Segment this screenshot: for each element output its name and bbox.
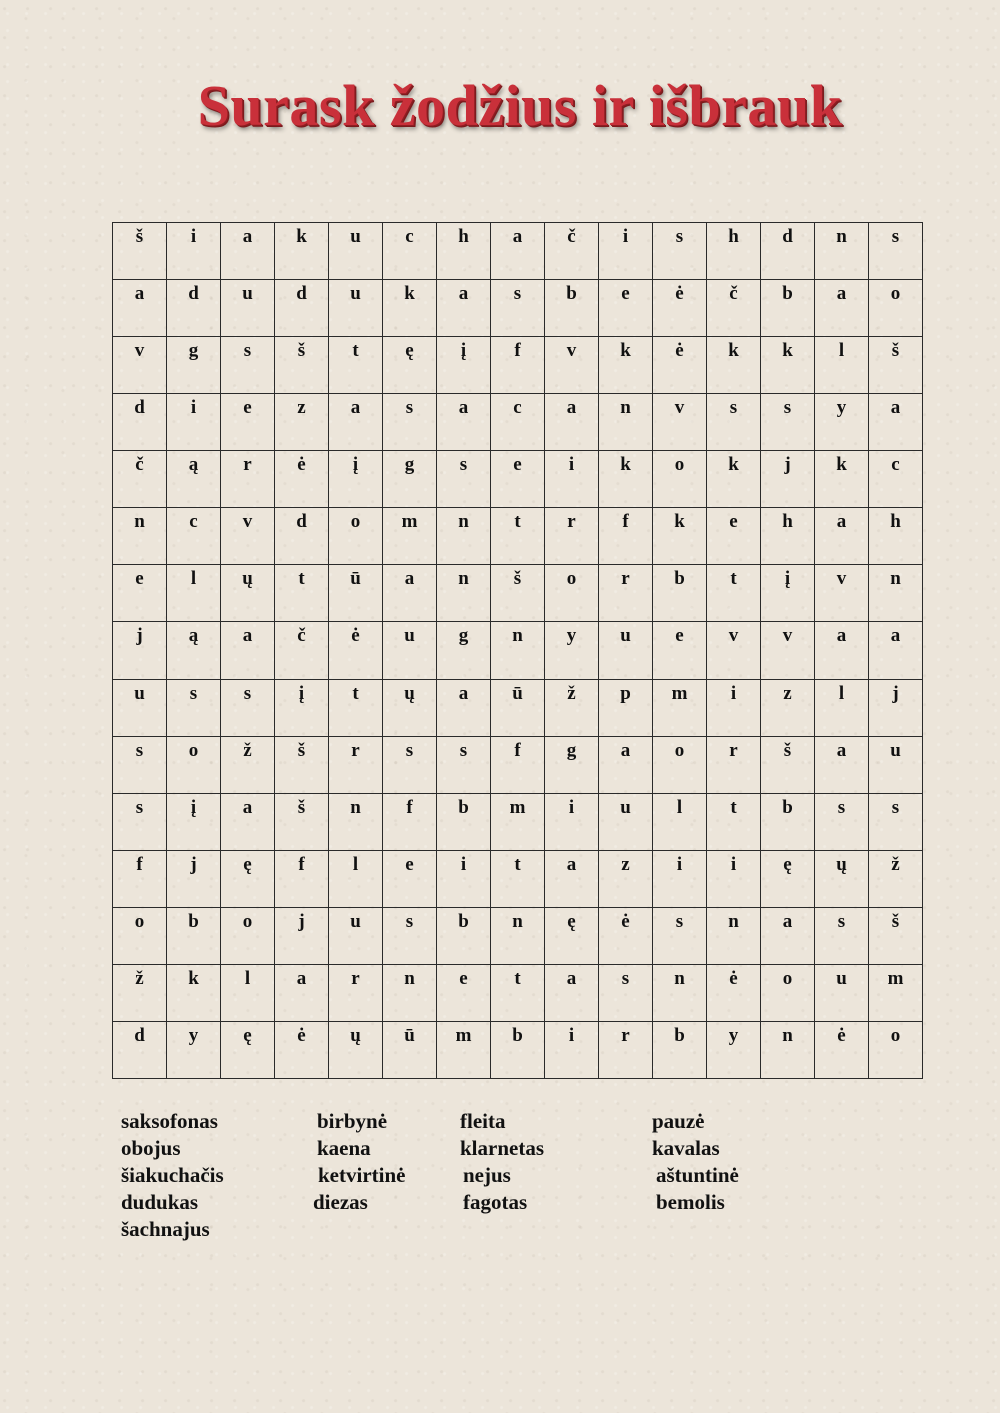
word-item: bemolis <box>656 1190 725 1214</box>
grid-cell[interactable]: k <box>815 451 869 508</box>
grid-cell[interactable]: a <box>815 622 869 679</box>
grid-row <box>113 736 923 793</box>
word-item: šachnajus <box>121 1217 210 1241</box>
grid-cell[interactable]: h <box>761 508 815 565</box>
grid-cell[interactable]: t <box>275 565 329 622</box>
grid-cell[interactable]: ž <box>869 850 923 907</box>
grid-row <box>113 1021 923 1078</box>
word-item: fagotas <box>463 1190 528 1214</box>
grid-cell[interactable]: i <box>437 850 491 907</box>
grid-cell[interactable]: s <box>383 736 437 793</box>
grid-cell[interactable]: a <box>437 679 491 736</box>
grid-cell[interactable]: f <box>599 508 653 565</box>
grid-cell[interactable]: a <box>869 394 923 451</box>
grid-cell[interactable]: u <box>329 907 383 964</box>
word-item: diezas <box>313 1190 368 1214</box>
grid-cell[interactable]: s <box>653 223 707 280</box>
grid-cell[interactable]: m <box>653 679 707 736</box>
grid-cell[interactable]: k <box>275 223 329 280</box>
grid-cell[interactable]: r <box>545 508 599 565</box>
grid-cell[interactable]: h <box>869 508 923 565</box>
grid-cell[interactable]: d <box>761 223 815 280</box>
grid-cell[interactable]: b <box>545 280 599 337</box>
grid-cell[interactable]: n <box>329 793 383 850</box>
grid-cell[interactable]: a <box>545 394 599 451</box>
grid-cell[interactable]: t <box>707 793 761 850</box>
grid-cell[interactable]: i <box>599 223 653 280</box>
grid-cell[interactable]: t <box>707 565 761 622</box>
grid-cell[interactable]: o <box>113 907 167 964</box>
grid-cell[interactable]: į <box>275 679 329 736</box>
grid-cell[interactable]: c <box>869 451 923 508</box>
word-item: pauzė <box>652 1109 705 1133</box>
grid-cell[interactable]: s <box>815 907 869 964</box>
grid-cell[interactable]: o <box>869 1021 923 1078</box>
word-item: dudukas <box>121 1190 199 1214</box>
grid-cell[interactable]: y <box>707 1021 761 1078</box>
grid-cell[interactable]: t <box>329 337 383 394</box>
grid-cell[interactable]: v <box>761 622 815 679</box>
grid-cell[interactable]: ž <box>545 679 599 736</box>
grid-cell[interactable]: ž <box>221 736 275 793</box>
grid-cell[interactable]: t <box>491 964 545 1021</box>
grid-cell[interactable]: ų <box>221 565 275 622</box>
grid-cell[interactable]: k <box>761 337 815 394</box>
grid-cell[interactable]: f <box>491 736 545 793</box>
grid-cell[interactable]: k <box>599 337 653 394</box>
grid-cell[interactable]: š <box>491 565 545 622</box>
grid-cell[interactable]: b <box>167 907 221 964</box>
grid-cell[interactable]: l <box>815 679 869 736</box>
grid-cell[interactable]: j <box>869 679 923 736</box>
grid-cell[interactable]: a <box>221 793 275 850</box>
grid-cell[interactable]: s <box>383 907 437 964</box>
word-column <box>121 1108 321 1243</box>
grid-cell[interactable]: a <box>221 622 275 679</box>
grid-cell[interactable]: s <box>167 679 221 736</box>
grid-cell[interactable]: a <box>491 223 545 280</box>
grid-cell[interactable]: m <box>437 1021 491 1078</box>
grid-cell[interactable]: r <box>599 565 653 622</box>
grid-cell[interactable]: u <box>599 622 653 679</box>
word-item: klarnetas <box>460 1136 544 1160</box>
grid-cell[interactable]: z <box>761 679 815 736</box>
grid-cell[interactable]: e <box>437 964 491 1021</box>
grid-cell[interactable]: š <box>275 337 329 394</box>
grid-cell[interactable]: u <box>221 280 275 337</box>
grid-cell[interactable]: s <box>869 223 923 280</box>
grid-cell[interactable]: g <box>167 337 221 394</box>
grid-cell[interactable]: s <box>869 793 923 850</box>
grid-cell[interactable]: f <box>383 793 437 850</box>
grid-cell[interactable]: n <box>383 964 437 1021</box>
grid-cell[interactable]: n <box>491 907 545 964</box>
page-title: Surask žodžius ir išbrauk <box>197 73 843 138</box>
grid-cell[interactable]: k <box>707 451 761 508</box>
grid-row <box>113 451 923 508</box>
grid-cell[interactable]: v <box>113 337 167 394</box>
grid-cell[interactable]: d <box>167 280 221 337</box>
grid-cell[interactable]: š <box>869 337 923 394</box>
grid-cell[interactable]: j <box>167 850 221 907</box>
grid-cell[interactable]: b <box>491 1021 545 1078</box>
grid-cell[interactable]: a <box>815 508 869 565</box>
grid-cell[interactable]: o <box>761 964 815 1021</box>
grid-cell[interactable]: a <box>329 394 383 451</box>
word-item: obojus <box>121 1136 181 1160</box>
grid-cell[interactable]: b <box>761 280 815 337</box>
grid-cell[interactable]: n <box>761 1021 815 1078</box>
grid-cell[interactable]: a <box>545 850 599 907</box>
grid-cell[interactable]: j <box>761 451 815 508</box>
grid-cell[interactable]: n <box>491 622 545 679</box>
grid-cell[interactable]: s <box>707 394 761 451</box>
grid-cell[interactable]: ę <box>545 907 599 964</box>
grid-cell[interactable]: š <box>275 736 329 793</box>
grid-cell[interactable]: ū <box>491 679 545 736</box>
grid-cell[interactable]: š <box>275 793 329 850</box>
grid-cell[interactable]: a <box>221 223 275 280</box>
grid-row <box>113 622 923 679</box>
grid-cell[interactable]: č <box>707 280 761 337</box>
grid-cell[interactable]: s <box>653 907 707 964</box>
grid-cell[interactable]: l <box>653 793 707 850</box>
grid-cell[interactable]: a <box>437 394 491 451</box>
grid-cell[interactable]: ė <box>653 337 707 394</box>
grid-cell[interactable]: š <box>761 736 815 793</box>
grid-cell[interactable]: v <box>707 622 761 679</box>
grid-cell[interactable]: p <box>599 679 653 736</box>
grid-row <box>113 964 923 1021</box>
grid-cell[interactable]: n <box>707 907 761 964</box>
grid-cell[interactable]: o <box>869 280 923 337</box>
grid-cell[interactable]: i <box>707 850 761 907</box>
grid-cell[interactable]: n <box>437 565 491 622</box>
grid-row <box>113 337 923 394</box>
grid-cell[interactable]: t <box>329 679 383 736</box>
grid-cell[interactable]: c <box>383 223 437 280</box>
grid-cell[interactable]: m <box>869 964 923 1021</box>
grid-row <box>113 793 923 850</box>
grid-cell[interactable]: ę <box>761 850 815 907</box>
word-item: ketvirtinė <box>318 1163 406 1187</box>
grid-cell[interactable]: a <box>383 565 437 622</box>
grid-cell[interactable]: k <box>599 451 653 508</box>
grid-cell[interactable]: s <box>491 280 545 337</box>
grid-cell[interactable]: h <box>437 223 491 280</box>
grid-cell[interactable]: c <box>491 394 545 451</box>
grid-cell[interactable]: č <box>113 451 167 508</box>
grid-cell[interactable]: ė <box>707 964 761 1021</box>
grid-cell[interactable]: š <box>113 223 167 280</box>
grid-cell[interactable]: l <box>167 565 221 622</box>
grid-cell[interactable]: c <box>167 508 221 565</box>
grid-row <box>113 679 923 736</box>
grid-cell[interactable]: e <box>707 508 761 565</box>
grid-cell[interactable]: z <box>599 850 653 907</box>
grid-cell[interactable]: ž <box>113 964 167 1021</box>
grid-cell[interactable]: o <box>221 907 275 964</box>
grid-cell[interactable]: m <box>383 508 437 565</box>
word-item: aštuntinė <box>656 1163 739 1187</box>
grid-cell[interactable]: l <box>329 850 383 907</box>
grid-cell[interactable]: ę <box>383 337 437 394</box>
grid-cell[interactable]: i <box>545 1021 599 1078</box>
grid-cell[interactable]: r <box>221 451 275 508</box>
grid-cell[interactable]: a <box>815 736 869 793</box>
word-item: šiakuchačis <box>121 1163 224 1187</box>
grid-cell[interactable]: ę <box>221 1021 275 1078</box>
word-item: kaena <box>317 1136 371 1160</box>
grid-cell[interactable]: m <box>491 793 545 850</box>
grid-cell[interactable]: r <box>707 736 761 793</box>
grid-cell[interactable]: u <box>383 622 437 679</box>
grid-cell[interactable]: v <box>221 508 275 565</box>
grid-row <box>113 508 923 565</box>
grid-cell[interactable]: s <box>383 394 437 451</box>
grid-cell[interactable]: o <box>167 736 221 793</box>
grid-cell[interactable]: ė <box>329 622 383 679</box>
grid-cell[interactable]: ė <box>275 451 329 508</box>
grid-cell[interactable]: u <box>869 736 923 793</box>
grid-cell[interactable]: a <box>437 280 491 337</box>
grid-cell[interactable]: k <box>167 964 221 1021</box>
grid-cell[interactable]: a <box>761 907 815 964</box>
grid-cell[interactable]: č <box>275 622 329 679</box>
grid-cell[interactable]: f <box>113 850 167 907</box>
word-item: fleita <box>460 1109 506 1133</box>
grid-cell[interactable]: s <box>437 451 491 508</box>
grid-cell[interactable]: d <box>113 394 167 451</box>
grid-cell[interactable]: n <box>113 508 167 565</box>
grid-cell[interactable]: s <box>599 964 653 1021</box>
word-column <box>460 1108 660 1216</box>
grid-cell[interactable]: k <box>383 280 437 337</box>
word-item: kavalas <box>652 1136 720 1160</box>
grid-cell[interactable]: s <box>113 793 167 850</box>
grid-cell[interactable]: h <box>707 223 761 280</box>
grid-cell[interactable]: r <box>329 736 383 793</box>
grid-cell[interactable]: į <box>761 565 815 622</box>
grid-cell[interactable]: ų <box>383 679 437 736</box>
grid-cell[interactable]: s <box>221 337 275 394</box>
grid-cell[interactable]: į <box>329 451 383 508</box>
grid-cell[interactable]: e <box>653 622 707 679</box>
grid-cell[interactable]: l <box>221 964 275 1021</box>
grid-cell[interactable]: i <box>167 223 221 280</box>
grid-cell[interactable]: d <box>275 508 329 565</box>
grid-cell[interactable]: d <box>275 280 329 337</box>
grid-cell[interactable]: v <box>653 394 707 451</box>
grid-cell[interactable]: ė <box>599 907 653 964</box>
grid-cell[interactable]: y <box>167 1021 221 1078</box>
grid-cell[interactable]: u <box>599 793 653 850</box>
grid-cell[interactable]: v <box>545 337 599 394</box>
grid-cell[interactable]: į <box>437 337 491 394</box>
grid-cell[interactable]: i <box>707 679 761 736</box>
grid-cell[interactable]: y <box>815 394 869 451</box>
word-column <box>652 1108 852 1216</box>
grid-cell[interactable]: ę <box>221 850 275 907</box>
grid-cell[interactable]: n <box>869 565 923 622</box>
grid-cell[interactable]: š <box>869 907 923 964</box>
grid-cell[interactable]: a <box>815 280 869 337</box>
grid-cell[interactable]: r <box>599 1021 653 1078</box>
grid-cell[interactable]: r <box>329 964 383 1021</box>
grid-cell[interactable]: d <box>113 1021 167 1078</box>
grid-cell[interactable]: e <box>221 394 275 451</box>
grid-cell[interactable]: b <box>437 907 491 964</box>
grid-cell[interactable]: j <box>113 622 167 679</box>
grid-cell[interactable]: ė <box>275 1021 329 1078</box>
grid-row <box>113 223 923 280</box>
grid-cell[interactable]: s <box>437 736 491 793</box>
grid-cell[interactable]: i <box>167 394 221 451</box>
grid-cell[interactable]: ų <box>329 1021 383 1078</box>
grid-cell[interactable]: k <box>653 508 707 565</box>
grid-cell[interactable]: n <box>437 508 491 565</box>
grid-row <box>113 280 923 337</box>
grid-cell[interactable]: ė <box>815 1021 869 1078</box>
grid-cell[interactable]: ų <box>815 850 869 907</box>
grid-cell[interactable]: o <box>653 451 707 508</box>
grid-cell[interactable]: e <box>113 565 167 622</box>
word-item: birbynė <box>317 1109 388 1133</box>
grid-cell[interactable]: u <box>815 964 869 1021</box>
grid-cell[interactable]: ū <box>329 565 383 622</box>
grid-cell[interactable]: s <box>761 394 815 451</box>
word-search-grid <box>112 222 923 1079</box>
grid-cell[interactable]: ū <box>383 1021 437 1078</box>
grid-cell[interactable]: b <box>653 565 707 622</box>
grid-row <box>113 565 923 622</box>
grid-cell[interactable]: b <box>437 793 491 850</box>
grid-cell[interactable]: i <box>653 850 707 907</box>
grid-cell[interactable]: o <box>545 565 599 622</box>
grid-cell[interactable]: n <box>599 394 653 451</box>
grid-cell[interactable]: ą <box>167 622 221 679</box>
grid-cell[interactable]: g <box>383 451 437 508</box>
grid-cell[interactable]: u <box>329 280 383 337</box>
grid-cell[interactable]: o <box>653 736 707 793</box>
grid-cell[interactable]: s <box>815 793 869 850</box>
grid-cell[interactable]: t <box>491 508 545 565</box>
grid-cell[interactable]: z <box>275 394 329 451</box>
grid-cell[interactable]: i <box>545 793 599 850</box>
grid-cell[interactable]: u <box>329 223 383 280</box>
grid-cell[interactable]: a <box>869 622 923 679</box>
grid-cell[interactable]: ė <box>653 280 707 337</box>
grid-cell[interactable]: o <box>329 508 383 565</box>
grid-cell[interactable]: f <box>491 337 545 394</box>
grid-cell[interactable]: e <box>599 280 653 337</box>
grid-cell[interactable]: č <box>545 223 599 280</box>
grid-cell[interactable]: a <box>599 736 653 793</box>
grid-cell[interactable]: f <box>275 850 329 907</box>
grid-cell[interactable]: v <box>815 565 869 622</box>
grid-cell[interactable]: g <box>437 622 491 679</box>
word-item: saksofonas <box>121 1109 218 1133</box>
grid-cell[interactable]: b <box>761 793 815 850</box>
grid-cell[interactable]: a <box>113 280 167 337</box>
grid-cell[interactable]: n <box>653 964 707 1021</box>
grid-row <box>113 394 923 451</box>
grid-cell[interactable]: a <box>545 964 599 1021</box>
grid-cell[interactable]: a <box>275 964 329 1021</box>
grid-cell[interactable]: k <box>707 337 761 394</box>
grid-cell[interactable]: b <box>653 1021 707 1078</box>
grid-row <box>113 850 923 907</box>
grid-cell[interactable]: j <box>275 907 329 964</box>
grid-cell[interactable]: s <box>221 679 275 736</box>
grid-cell[interactable]: g <box>545 736 599 793</box>
grid-cell[interactable]: l <box>815 337 869 394</box>
grid-cell[interactable]: e <box>491 451 545 508</box>
grid-cell[interactable]: y <box>545 622 599 679</box>
grid-cell[interactable]: i <box>545 451 599 508</box>
grid-cell[interactable]: s <box>113 736 167 793</box>
grid-cell[interactable]: n <box>815 223 869 280</box>
grid-cell[interactable]: u <box>113 679 167 736</box>
grid-cell[interactable]: ą <box>167 451 221 508</box>
grid-cell[interactable]: t <box>491 850 545 907</box>
grid-row <box>113 907 923 964</box>
word-item: nejus <box>463 1163 511 1187</box>
grid-cell[interactable]: į <box>167 793 221 850</box>
grid-cell[interactable]: e <box>383 850 437 907</box>
